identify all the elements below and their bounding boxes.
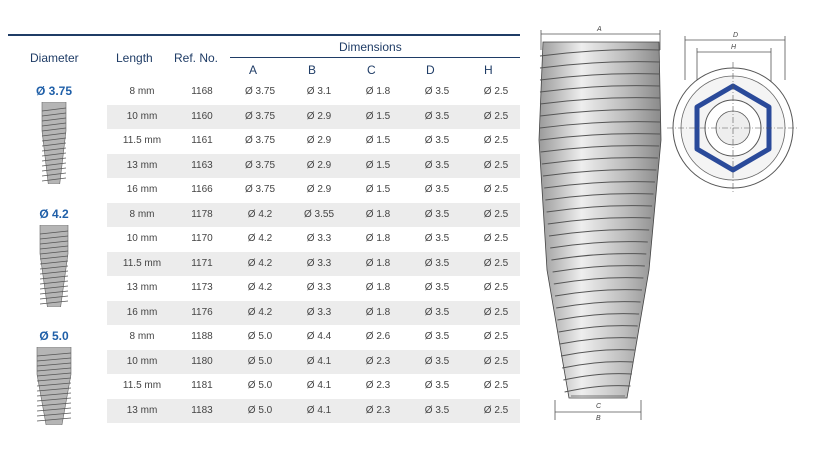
- dim-d-cell: Ø 3.5: [424, 233, 450, 244]
- dim-c-cell: Ø 2.3: [365, 404, 391, 416]
- ref-cell: 1188: [191, 331, 213, 342]
- header-rule: [8, 34, 520, 36]
- ref-header: Ref. No.: [174, 51, 219, 65]
- length-cell: 13 mm: [126, 159, 158, 171]
- dim-h-cell: Ø 2.5: [483, 159, 509, 171]
- dim-h-cell: Ø 2.5: [483, 282, 509, 293]
- table-row: [8, 276, 520, 301]
- table-row: [8, 154, 520, 179]
- length-cell: 13 mm: [126, 404, 158, 416]
- dim-c-cell: Ø 1.8: [365, 86, 391, 97]
- dim-d-cell: Ø 3.5: [424, 380, 450, 391]
- dim-label-a: A: [597, 26, 602, 33]
- dim-a-cell: Ø 5.0: [247, 331, 273, 342]
- dim-a-cell: Ø 5.0: [247, 380, 273, 391]
- dim-c-cell: Ø 1.5: [365, 135, 391, 146]
- length-cell: 8 mm: [129, 208, 155, 220]
- dim-h-cell: Ø 2.5: [483, 331, 509, 342]
- dim-h-cell: Ø 2.5: [483, 355, 509, 367]
- ref-cell: 1160: [191, 110, 213, 122]
- table-row: [8, 301, 520, 326]
- dim-d-cell: Ø 3.5: [424, 110, 450, 122]
- table-row: [8, 325, 520, 350]
- table-row: [8, 252, 520, 277]
- ref-cell: 1171: [191, 257, 213, 269]
- dim-a-cell: Ø 3.75: [244, 184, 276, 195]
- dim-c-cell: Ø 2.6: [365, 331, 391, 342]
- length-cell: 10 mm: [126, 233, 158, 244]
- dim-b-cell: Ø 3.3: [306, 257, 332, 269]
- dimensions-header: Dimensions: [339, 40, 402, 54]
- col-c-header: C: [367, 63, 376, 77]
- dim-d-cell: Ø 3.5: [424, 306, 450, 318]
- dimensions-rule: [230, 57, 520, 58]
- ref-cell: 1176: [191, 306, 213, 318]
- dim-b-cell: Ø 2.9: [306, 159, 332, 171]
- table-row: [8, 80, 520, 105]
- side-view: [539, 26, 661, 422]
- length-header: Length: [116, 51, 153, 65]
- ref-cell: 1163: [191, 159, 213, 171]
- dim-b-cell: Ø 4.4: [306, 331, 332, 342]
- dim-d-cell: Ø 3.5: [424, 282, 450, 293]
- length-cell: 11.5 mm: [122, 135, 162, 146]
- ref-cell: 1173: [191, 282, 213, 293]
- dim-c-cell: Ø 1.8: [365, 257, 391, 269]
- dim-h-cell: Ø 2.5: [483, 184, 509, 195]
- dim-a-cell: Ø 3.75: [244, 159, 276, 171]
- dim-b-cell: Ø 3.55: [303, 208, 335, 220]
- dim-a-cell: Ø 4.2: [247, 306, 273, 318]
- dim-d-cell: Ø 3.5: [424, 355, 450, 367]
- dim-d-cell: Ø 3.5: [424, 257, 450, 269]
- dim-b-cell: Ø 3.3: [306, 282, 332, 293]
- diameter-header: Diameter: [30, 51, 79, 65]
- table-row: [8, 399, 520, 424]
- dim-b-cell: Ø 3.3: [306, 233, 332, 244]
- ref-cell: 1168: [191, 86, 213, 97]
- dim-b-cell: Ø 4.1: [306, 355, 332, 367]
- dim-b-cell: Ø 3.1: [306, 86, 332, 97]
- dim-a-cell: Ø 3.75: [244, 135, 276, 146]
- dim-b-cell: Ø 3.3: [306, 306, 332, 318]
- col-d-header: D: [426, 63, 435, 77]
- dim-a-cell: Ø 5.0: [247, 355, 273, 367]
- dim-h-cell: Ø 2.5: [483, 257, 509, 269]
- dim-label-d: D: [733, 32, 739, 39]
- ref-cell: 1181: [191, 380, 213, 391]
- dim-b-cell: Ø 4.1: [306, 404, 332, 416]
- dim-b-cell: Ø 2.9: [306, 184, 332, 195]
- dim-d-cell: Ø 3.5: [424, 135, 450, 146]
- length-cell: 16 mm: [126, 184, 158, 195]
- top-view: [667, 32, 799, 194]
- table-row: [8, 203, 520, 228]
- dim-h-cell: Ø 2.5: [483, 110, 509, 122]
- dim-d-cell: Ø 3.5: [424, 331, 450, 342]
- table-row: [8, 178, 520, 203]
- ref-cell: 1178: [191, 208, 213, 220]
- dim-c-cell: Ø 2.3: [365, 355, 391, 367]
- dim-h-cell: Ø 2.5: [483, 135, 509, 146]
- dim-c-cell: Ø 2.3: [365, 380, 391, 391]
- dim-h-cell: Ø 2.5: [483, 306, 509, 318]
- diameter-label: Ø 4.2: [39, 206, 69, 221]
- ref-cell: 1170: [191, 233, 213, 244]
- implant-technical-drawing: [535, 20, 805, 428]
- dim-c-cell: Ø 1.5: [365, 184, 391, 195]
- dim-a-cell: Ø 5.0: [247, 404, 273, 416]
- col-b-header: B: [308, 63, 317, 77]
- dim-d-cell: Ø 3.5: [424, 404, 450, 416]
- dim-h-cell: Ø 2.5: [483, 380, 509, 391]
- length-cell: 10 mm: [126, 355, 158, 367]
- ref-cell: 1166: [191, 184, 213, 195]
- dim-d-cell: Ø 3.5: [424, 184, 450, 195]
- length-cell: 8 mm: [129, 86, 155, 97]
- dim-b-cell: Ø 4.1: [306, 380, 332, 391]
- dim-h-cell: Ø 2.5: [483, 208, 509, 220]
- table-body: [8, 80, 520, 423]
- length-cell: 11.5 mm: [122, 380, 162, 391]
- col-h-header: H: [484, 63, 493, 77]
- dim-h-cell: Ø 2.5: [483, 404, 509, 416]
- table-row: [8, 374, 520, 399]
- table-row: [8, 227, 520, 252]
- dim-a-cell: Ø 3.75: [244, 110, 276, 122]
- diameter-label: Ø 3.75: [35, 84, 73, 98]
- dim-label-h: H: [731, 44, 737, 51]
- table-row: [8, 129, 520, 154]
- dim-c-cell: Ø 1.5: [365, 110, 391, 122]
- ref-cell: 1183: [191, 404, 213, 416]
- dim-c-cell: Ø 1.5: [365, 159, 391, 171]
- length-cell: 10 mm: [126, 110, 158, 122]
- ref-cell: 1161: [191, 135, 213, 146]
- dim-c-cell: Ø 1.8: [365, 208, 391, 220]
- dim-h-cell: Ø 2.5: [483, 86, 509, 97]
- dim-label-b: B: [596, 415, 601, 422]
- length-cell: 13 mm: [126, 282, 158, 293]
- dim-b-cell: Ø 2.9: [306, 110, 332, 122]
- dim-a-cell: Ø 4.2: [247, 233, 273, 244]
- dim-c-cell: Ø 1.8: [365, 233, 391, 244]
- diameter-label: Ø 5.0: [39, 329, 69, 343]
- col-a-header: A: [249, 63, 258, 77]
- ref-cell: 1180: [191, 355, 213, 367]
- dim-a-cell: Ø 4.2: [247, 257, 273, 269]
- length-cell: 16 mm: [126, 306, 158, 318]
- dim-a-cell: Ø 4.2: [247, 208, 273, 220]
- dim-label-c: C: [596, 403, 602, 410]
- length-cell: 8 mm: [129, 331, 155, 342]
- dim-d-cell: Ø 3.5: [424, 208, 450, 220]
- dimensions-table: [8, 34, 520, 416]
- dim-b-cell: Ø 2.9: [306, 135, 332, 146]
- dim-d-cell: Ø 3.5: [424, 159, 450, 171]
- table-header: [8, 34, 520, 80]
- length-cell: 11.5 mm: [122, 257, 162, 269]
- dim-h-cell: Ø 2.5: [483, 233, 509, 244]
- dim-d-cell: Ø 3.5: [424, 86, 450, 97]
- table-row: [8, 350, 520, 375]
- dim-c-cell: Ø 1.8: [365, 306, 391, 318]
- table-row: [8, 105, 520, 130]
- dim-a-cell: Ø 3.75: [244, 86, 276, 97]
- dim-a-cell: Ø 4.2: [247, 282, 273, 293]
- dim-c-cell: Ø 1.8: [365, 282, 391, 293]
